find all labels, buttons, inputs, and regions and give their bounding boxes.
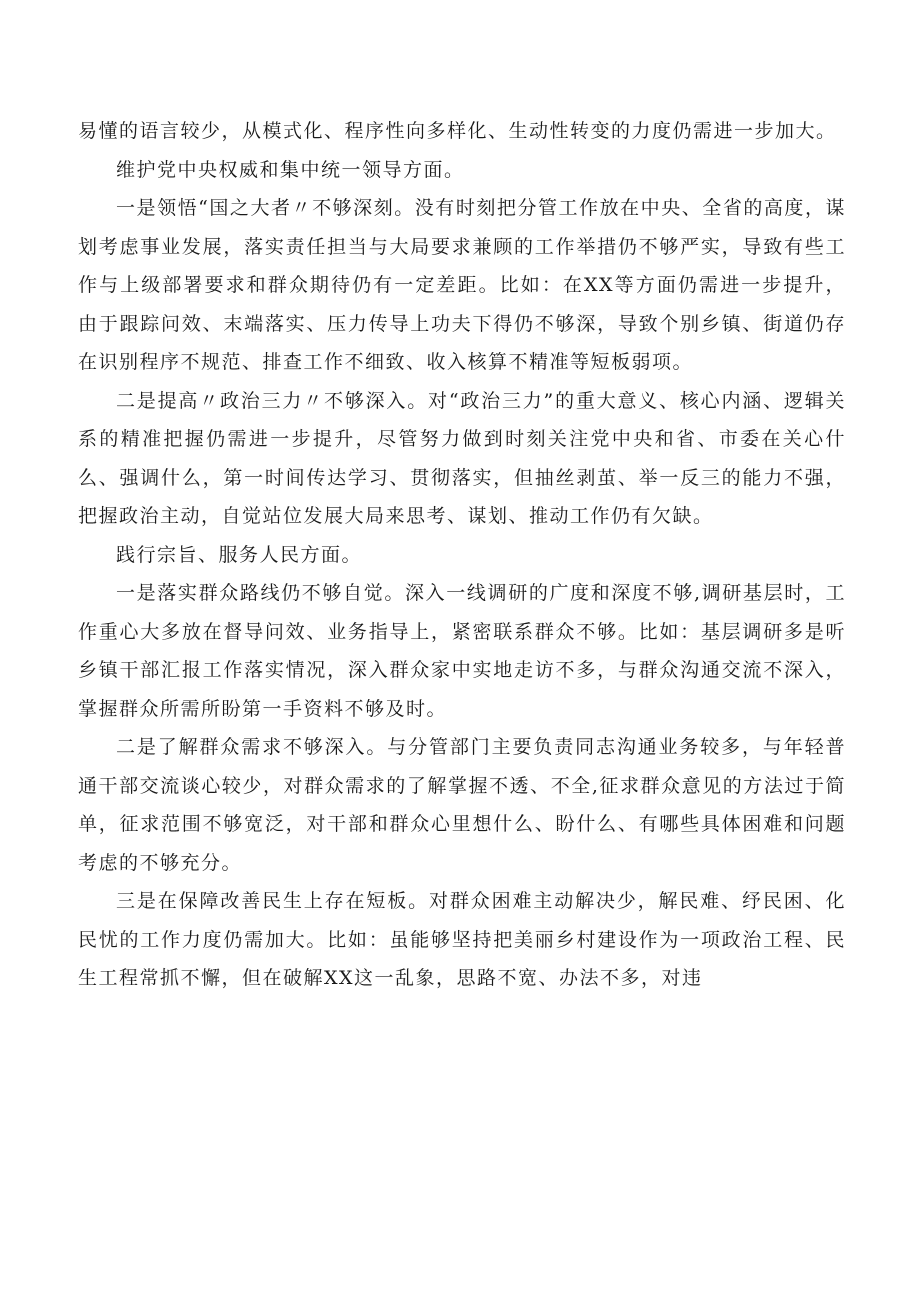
paragraph-item-2: 二是提高〃政治三力〃不够深入。对“政治三力”的重大意义、核心内涵、逻辑关系的精准把握仍需进一步提升，尽管努力做到时刻关注党中央和省、市委在关心什么、强调什么，第一时间传达学习、贯彻落实，但抽丝剥茧、举一反三的能力不强，把握政治主动，自觉站位发展大局来思考、谋划、推动工作仍有欠缺。 — [78, 389, 846, 527]
paragraph-continuation: 易懂的语言较少，从模式化、程序性向多样化、生动性转变的力度仍需进一步加大。 — [78, 120, 837, 142]
paragraph-item-3: 一是落实群众路线仍不够自觉。深入一线调研的广度和深度不够,调研基层时，工作重心大多放在督导问效、业务指导上，紧密联系群众不够。比如：基层调研多是听乡镇干部汇报工作落实情况，深入群众家中实地走访不多，与群众沟通交流不深入，掌握群众所需所盼第一手资料不够及时。 — [78, 582, 846, 720]
document-body — [78, 112, 846, 998]
paragraph-item-4: 二是了解群众需求不够深入。与分管部门主要负责同志沟通业务较多，与年轻普通干部交流谈心较少，对群众需求的了解掌握不透、不全,征求群众意见的方法过于简单，征求范围不够宽泛，对干部和群众心里想什么、盼什么、有哪些具体困难和问题考虑的不够充分。 — [78, 736, 846, 874]
section-heading-authority: 维护党中央权威和集中统一领导方面。 — [116, 158, 465, 181]
paragraph-item-5: 三是在保障改善民生上存在短板。对群众困难主动解决少，解民难、纾民困、化民忧的工作力度仍需加大。比如：虽能够坚持把美丽乡村建设作为一项政治工程、民生工程常抓不懈，但在破解XX这一乱象，思路不宽、办法不多，对违 — [78, 890, 846, 989]
paragraph-item-1: 一是领悟“国之大者〃不够深刻。没有时刻把分管工作放在中央、全省的高度，谋划考虑事业发展，落实责任担当与大局要求兼顾的工作举措仍不够严实，导致有些工作与上级部署要求和群众期待仍有一定差距。比如：在XX等方面仍需进一步提升，由于跟踪问效、末端落实、压力传导上功夫下得仍不够深，导致个别乡镇、街道仍存在识别程序不规范、排查工作不细致、收入核算不精准等短板弱项。 — [78, 197, 846, 373]
section-heading-serve-people: 践行宗旨、服务人民方面。 — [116, 543, 363, 566]
